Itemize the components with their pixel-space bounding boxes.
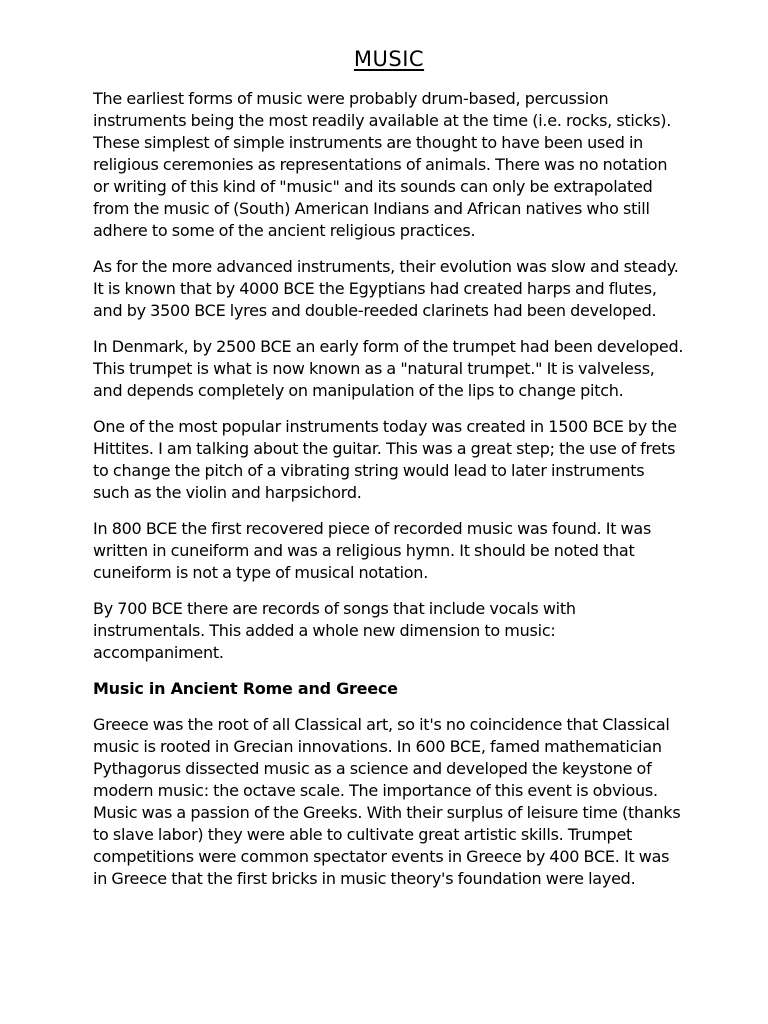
paragraph-guitar: One of the most popular instruments today was created in 1500 BCE by the Hittites. I am talking about the guitar. This was a great step; the use of frets to change the pitch of a vibrating string would lead to later instruments such as the violin and harpsichord. [93,417,677,502]
document-page [93,44,685,904]
paragraph-accompaniment: By 700 BCE there are records of songs that include vocals with instrumentals. This added a whole new dimension to music: accompaniment. [93,599,576,662]
paragraph-advanced-instruments: As for the more advanced instruments, their evolution was slow and steady. It is known that by 4000 BCE the Egyptians had created harps and flutes, and by 3500 BCE lyres and double-reeded clarinets had been developed. [93,257,679,320]
paragraph-natural-trumpet: In Denmark, by 2500 BCE an early form of the trumpet had been developed. This trumpet is what is now known as a "natural trumpet." It is valveless, and depends completely on manipulation of the lips to change pitch. [93,337,684,400]
document-title: MUSIC [353,47,425,71]
section-heading: Music in Ancient Rome and Greece [93,679,398,698]
paragraph-greece: Greece was the root of all Classical art, so it's no coincidence that Classical music is rooted in Grecian innovations. In 600 BCE, famed mathematician Pythagorus dissected music as a science and developed the keystone of modern music: the octave scale. The importance of this event is obvious. Music was a passion of the Greeks. With their surplus of leisure time (thanks to slave labor) they were able to cultivate great artistic skills. Trumpet competitions were common spectator events in Greece by 400 BCE. It was in Greece that the first bricks in music theory's foundation were layed. [93,715,681,888]
paragraph-drum-origins: The earliest forms of music were probably drum-based, percussion instruments being the most readily available at the time (i.e. rocks, sticks). These simplest of simple instruments are thought to have been used in religious ceremonies as representations of animals. There was no notation or writing of this kind of "music" and its sounds can only be extrapolated from the music of (South) American Indians and African natives who still adhere to some of the ancient religious practices. [93,89,672,240]
paragraph-recorded-music: In 800 BCE the first recovered piece of recorded music was found. It was written in cuneiform and was a religious hymn. It should be noted that cuneiform is not a type of musical notation. [93,519,652,582]
